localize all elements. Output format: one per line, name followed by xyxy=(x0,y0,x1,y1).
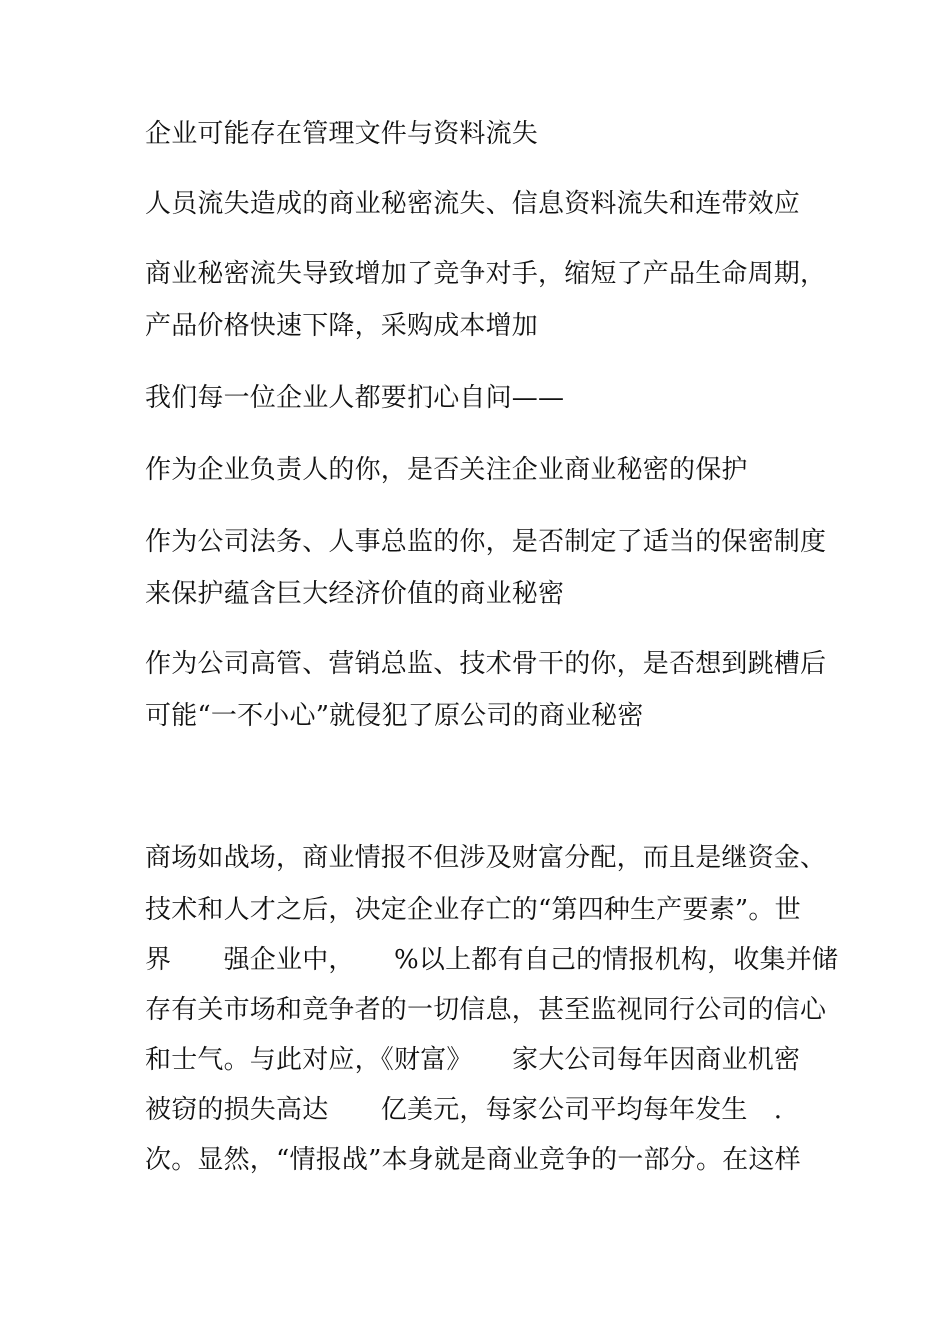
paragraph-8-line-1: 商场如战场，商业情报不但涉及财富分配，而且是继资金、 xyxy=(145,843,827,873)
paragraph-6-line-2: 来保护蕴含巨大经济价值的商业秘密 xyxy=(145,579,565,609)
paragraph-8-line-4: 存有关市场和竞争者的一切信息，甚至监视同行公司的信心 xyxy=(145,995,827,1025)
paragraph-8-line-6: 被窃的损失高达 亿美元，每家公司平均每年发生 . xyxy=(145,1095,783,1125)
paragraph-3-line-1: 商业秘密流失导致增加了竞争对手，缩短了产品生命周期， xyxy=(145,259,827,289)
paragraph-7-line-2: 可能“一不小心”就侵犯了原公司的商业秘密 xyxy=(145,701,644,731)
paragraph-8-line-3: 界 强企业中， %以上都有自己的情报机构，收集并储 xyxy=(145,945,839,975)
paragraph-8-line-5: 和士气。与此对应，《财富》 家大公司每年因商业机密 xyxy=(145,1045,801,1075)
paragraph-2-line-1: 人员流失造成的商业秘密流失、信息资料流失和连带效应 xyxy=(145,189,801,219)
paragraph-1-line-1: 企业可能存在管理文件与资料流失 xyxy=(145,119,539,149)
paragraph-4-line-1: 我们每一位企业人都要扪心自问—— xyxy=(145,383,565,413)
paragraph-3-line-2: 产品价格快速下降，采购成本增加 xyxy=(145,311,539,341)
paragraph-8-line-7: 次。显然，“情报战”本身就是商业竞争的一部分。在这样 xyxy=(145,1145,801,1175)
paragraph-6-line-1: 作为公司法务、人事总监的你，是否制定了适当的保密制度 xyxy=(145,527,827,557)
paragraph-8-line-2: 技术和人才之后，决定企业存亡的“第四种生产要素”。世 xyxy=(145,895,801,925)
paragraph-7-line-1: 作为公司高管、营销总监、技术骨干的你，是否想到跳槽后 xyxy=(145,649,827,679)
paragraph-5-line-1: 作为企业负责人的你，是否关注企业商业秘密的保护 xyxy=(145,455,748,485)
